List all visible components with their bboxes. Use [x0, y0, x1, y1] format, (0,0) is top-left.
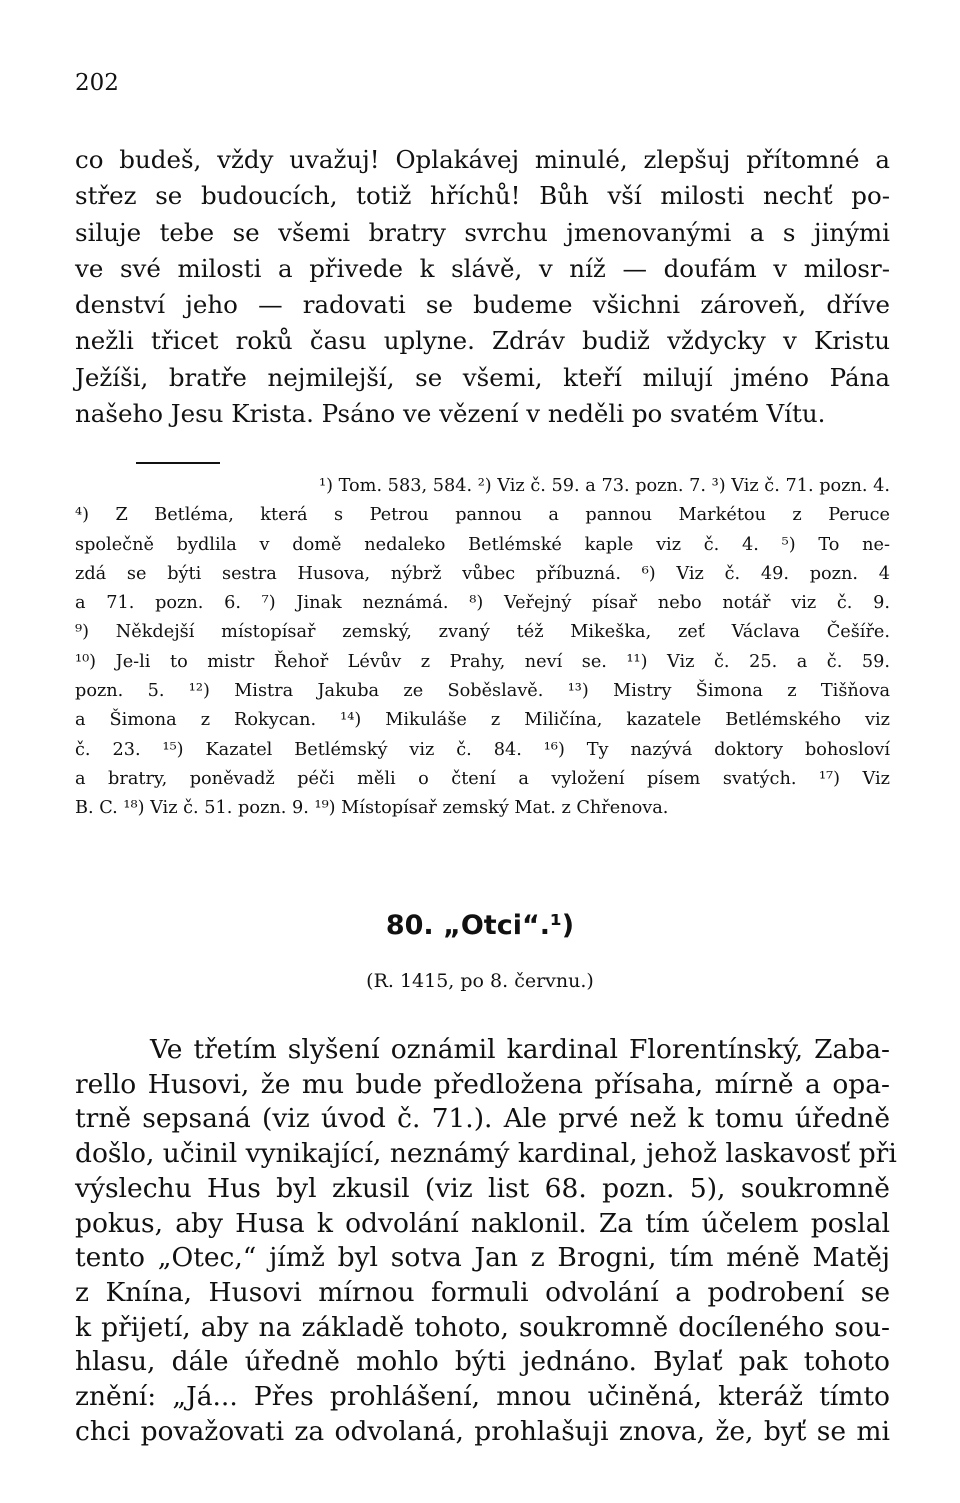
text-line: pokus, aby Husa k odvolání naklonil. Za tím účelem poslal [75, 1207, 890, 1239]
text-line: střez se budoucích, totiž hříchů! Bůh vší milosti nechť po- [75, 181, 890, 211]
page-number: 202 [75, 70, 119, 96]
section-title: 80. „Otci“.¹) [385, 910, 575, 941]
text-line: z Knína, Husovi mírnou formuli odvolání a podrobení se [75, 1276, 890, 1308]
text-line: ve své milosti a přivede k slávě, v níž — doufám v milosr- [75, 253, 890, 283]
text-line: znění: „Já... Přes prohlášení, mnou učiněná, kteráž tímto [75, 1381, 890, 1413]
footnote-line: ⁴) Z Betléma, která s Petrou pannou a pannou Markétou z Peruce [75, 505, 890, 526]
footnote-line: č. 23. ¹⁵) Kazatel Betlémský viz č. 84. ¹⁶) Ty nazývá doktory bohosloví [75, 739, 890, 760]
text-line: došlo, učinil vynikající, neznámý kardinal, jehož laskavosť při [75, 1138, 897, 1170]
footnote-line: pozn. 5. ¹²) Mistra Jakuba ze Soběslavě. ¹³) Mistry Šimona z Tišňova [75, 681, 890, 702]
text-line: denství jeho — radovati se budeme všichni zároveň, dříve [75, 290, 890, 320]
footnote-line: společně bydlila v domě nedaleko Betlémské kaple viz č. 4. ⁵) To ne- [75, 534, 890, 555]
text-line: Ve třetím slyšení oznámil kardinal Florentínský, Zaba- [150, 1034, 890, 1065]
main-paragraph [75, 1033, 897, 1449]
text-line: trně sepsaná (viz úvod č. 71.). Ale prvé než k tomu úředně [75, 1103, 890, 1135]
footnote-line: a 71. pozn. 6. ⁷) Jinak neznámá. ⁸) Veřejný písař nebo notář viz č. 9. [75, 593, 890, 614]
footnote-line: ¹⁰) Je-li to mistr Řehoř Lévův z Prahy, neví se. ¹¹) Viz č. 25. a č. 59. [75, 651, 890, 672]
text-line: našeho Jesu Krista. Psáno ve vězení v neděli po svatém Vítu. [75, 399, 826, 429]
footnote-line: ⁹) Někdejší místopísař zemský, zvaný též Mikeška, zeť Václava Češíře. [75, 622, 890, 643]
top-paragraph [75, 142, 890, 432]
text-line: nežli třicet roků času uplyne. Zdráv budiž vždycky v Kristu [75, 326, 890, 356]
footnote-line: a Šimona z Rokycan. ¹⁴) Mikuláše z Miličína, kazatele Betlémského viz [75, 710, 890, 731]
section-date: (R. 1415, po 8. červnu.) [366, 970, 594, 992]
text-line: rello Husovi, že mu bude předložena přísaha, mírně a opa- [75, 1068, 890, 1100]
footnote-line: zdá se býti sestra Husova, nýbrž vůbec příbuzná. ⁶) Viz č. 49. pozn. 4 [75, 563, 890, 584]
text-line: chci považovati za odvolaná, prohlašuji znova, že, byť se mi [75, 1415, 890, 1447]
text-line: co budeš, vždy uvažuj! Oplakávej minulé, zlepšuj přítomné a [75, 145, 890, 174]
text-line: výslechu Hus byl zkusil (viz list 68. pozn. 5), soukromně [75, 1172, 890, 1204]
text-line: hlasu, dále úředně mohlo býti jednáno. Bylať pak tohoto [75, 1346, 890, 1378]
text-line: tento „Otec,“ jímž byl sotva Jan z Brogni, tím méně Matěj [75, 1242, 890, 1274]
text-line: siluje tebe se všemi bratry svrchu jmenovanými a s jinými [75, 217, 890, 247]
footnotes [75, 472, 890, 824]
footnote-separator [136, 462, 220, 464]
text-line: Ježíši, bratře nejmilejší, se všemi, kteří milují jméno Pána [75, 362, 890, 392]
footnote-line: a bratry, poněvadž péči měli o čtení a vyložení písem svatých. ¹⁷) Viz [75, 768, 890, 789]
footnote-line: B. C. ¹⁸) Viz č. 51. pozn. 9. ¹⁹) Místopísař zemský Mat. z Chřenova. [75, 798, 669, 819]
text-line: k přijetí, aby na základě tohoto, soukromně docíleného sou- [75, 1311, 890, 1343]
footnote-line: ¹) Tom. 583, 584. ²) Viz č. 59. a 73. pozn. 7. ³) Viz č. 71. pozn. 4. [318, 476, 890, 496]
